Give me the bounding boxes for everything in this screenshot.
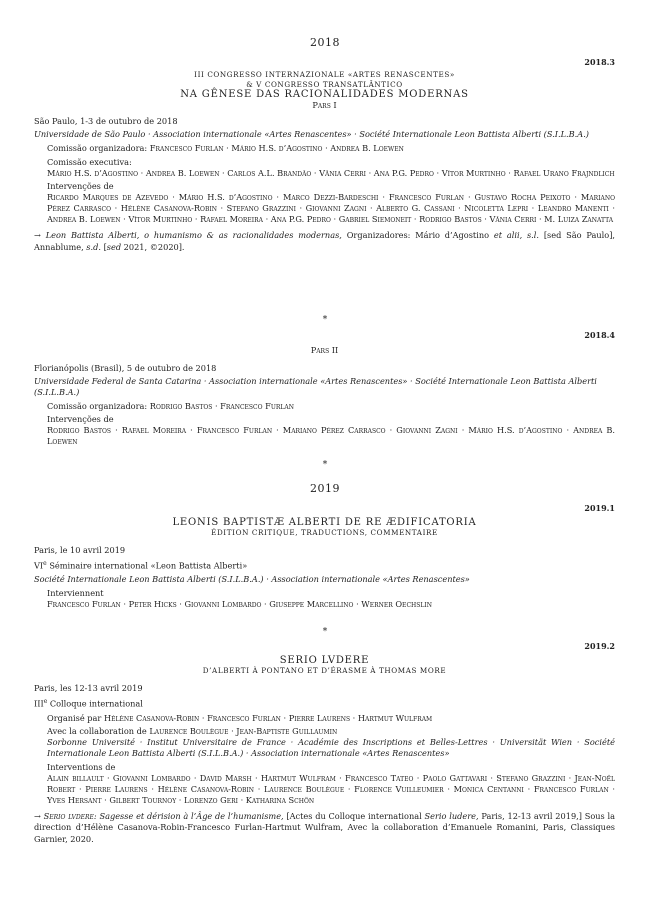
seminar-text: Séminaire international «Leon Battista Alberti»: [46, 560, 248, 571]
ref-text: et alii, s.l.: [493, 230, 540, 240]
seminar-text: e: [43, 560, 47, 567]
interventions-label: Intervenções de: [47, 181, 114, 191]
committee-label: Comissão organizadora:: [47, 143, 148, 153]
collaboration-label: Avec la collaboration de: [47, 725, 147, 736]
entry-number: 2018.3: [584, 57, 615, 67]
colloquium-text: III: [34, 698, 44, 709]
entry-subtitle: D’ALBERTI À PONTANO ET D’ÉRASME À THOMAS MORE: [202, 666, 447, 675]
entry-number: 2019.2: [584, 641, 615, 651]
organizers-label: Organisé par: [47, 712, 102, 723]
ref-text: sed: [106, 241, 122, 252]
ref-text: Paris, 12-13 avril 2019,] Sous la direction d’Hélène Casanova-Robin-Francesco Furlan-Hartmut Wulfram, Avec la collaboration d’Emanuele Romanini, Paris, Classiques Garnier, 2020.: [34, 810, 616, 844]
collaboration-names: Laurence Boulègue · Jean-Baptiste Guillaumin: [149, 725, 338, 736]
colloquium-text: e: [43, 698, 48, 705]
arrow-icon: →: [34, 230, 41, 240]
pars-label: Pars II: [310, 345, 339, 355]
interventions-names: Alain billault · Giovanni Lombardo · David Marsh · Hartmut Wulfram · Francesco Tateo · Paolo Gattavari · Stefano Grazzini · Jean-Noël Robert · Pierre Laurens · Hélène Casanova-Robin · Laurence Boulègue · Florence Vuilleumier · Monica Centanni · Francesco Furlan · Yves Hersant · Gilbert Tournoy · Lorenzo Geri · Katharina Schön: [47, 772, 615, 805]
colloquium-text: Colloque international: [47, 698, 143, 709]
interventions-label: Intervenções de: [47, 414, 114, 424]
ref-text: Serio ludere,: [424, 810, 479, 821]
interventions-names: Ricardo Marques de Azevedo · Mário H.S. d’Agostino · Marco Dezzi-Bardeschi · Francesco Furlan · Gustavo Rocha Peixoto · Mariano Pérez Carrasco · Hélène Casanova-Robin · Stefano Grazzini · Giovanni Zagni · Alberto G. Cassani · Nicoletta Lepri · Leandro Manenti · Andrea B. Loewen · Vítor Murtinho · Rafael Moreira · Ana P.G. Pedro · Gabriel Siemoneit · Rodrigo Bastos · Vânia Cerri · M. Luiza Zanatta: [47, 192, 615, 224]
entry-number: 2018.4: [584, 330, 615, 340]
separator-star: *: [322, 315, 328, 325]
ref-text: 2021, ©2020].: [123, 241, 185, 252]
seminar-line: [34, 558, 615, 572]
organizations: Universidade Federal de Santa Catarina · Association internationale «Artes Renascentes» · Société Internationale Leon Battista Alberti (S.I.L.B.A.): [34, 376, 597, 397]
interventions-names: Rodrigo Bastos · Rafael Moreira · Francesco Furlan · Mariano Pérez Carrasco · Giovanni Zagni · Mário H.S. d’Agostino · Andrea B. Loewen: [47, 425, 615, 446]
committee: [34, 401, 615, 412]
interventions-label: Interviennent: [47, 587, 104, 598]
publication-reference: [34, 230, 615, 253]
publication-reference: [34, 811, 615, 846]
year-heading-2018: 2018: [310, 36, 340, 49]
exec-committee-names: Mário H.S. d’Agostino · Andrea B. Loewen · Carlos A.L. Brandão · Vânia Cerri · Ana P.G. Pedro · Vítor Murtinho · Rafael Urano Frajndlich: [47, 168, 615, 178]
arrow-icon: →: [34, 810, 41, 821]
interventions-names: Francesco Furlan · Peter Hicks · Giovanni Lombardo · Giuseppe Marcellino · Werner Oechslin: [47, 598, 432, 609]
organizations: Société Internationale Leon Battista Alberti (S.I.L.B.A.) · Association internationale «Artes Renascentes»: [34, 573, 470, 584]
entry-title: SERIO LVDERE: [279, 655, 370, 666]
entry-number: 2019.1: [584, 503, 615, 513]
organizations: Universidade de São Paulo · Association internationale «Artes Renascentes» · Société Internationale Leon Battista Alberti (S.I.L.B.A.): [34, 129, 589, 139]
entry-2019-2: [34, 655, 615, 845]
place-date: Florianópolis (Brasil), 5 de outubro de 2018: [34, 363, 217, 373]
ref-text: [sed São Paulo], Annablume,: [34, 230, 616, 252]
ref-text: Organizadores: Mário d’Agostino: [346, 230, 490, 240]
institutions: Sorbonne Université · Institut Universitaire de France · Académie des Inscriptions et Belles-Lettres · Universität Wien · Société Internationale Leon Battista Alberti (S.I.L.B.A.) · Association internationale «Artes Renascentes»: [47, 736, 615, 758]
exec-committee-label: Comissão executiva:: [47, 157, 132, 167]
pars-label: Pars I: [312, 100, 337, 110]
entry-subtitle: & V CONGRESSO TRANSATLÂNTICO: [246, 80, 403, 89]
separator-star: *: [322, 460, 328, 470]
place-date: Paris, les 12-13 avril 2019: [34, 683, 143, 693]
ref-title: Sagesse et dérision à l’Âge de l’humanisme,: [99, 810, 284, 821]
separator-star: *: [322, 627, 328, 637]
interventions-label: Interventions de: [47, 761, 116, 772]
place-date: São Paulo, 1-3 de outubro de 2018: [34, 116, 178, 126]
entry-subtitle: III CONGRESSO INTERNAZIONALE «ARTES RENASCENTES»: [194, 70, 455, 79]
collaboration: [34, 726, 615, 737]
entry-2019-1: [34, 517, 615, 610]
organizers: [34, 713, 615, 724]
ref-text: [Actes du Colloque international: [286, 810, 422, 821]
entry-subtitle: ÉDITION CRITIQUE, TRADUCTIONS, COMMENTAIRE: [211, 528, 438, 537]
colloquium-line: [34, 696, 615, 710]
entry-title: LEONIS BAPTISTÆ ALBERTI DE RE ÆDIFICATORIA: [172, 517, 477, 528]
organizers-names: Hélène Casanova-Robin · Francesco Furlan · Pierre Laurens · Hartmut Wulfram: [103, 712, 433, 723]
ref-smallcaps: Serio lvdere:: [43, 810, 97, 821]
year-heading-2019: 2019: [310, 482, 340, 495]
committee-names: Rodrigo Bastos · Francesco Furlan: [149, 401, 294, 411]
entry-title: NA GÊNESE DAS RACIONALIDADES MODERNAS: [180, 89, 469, 100]
ref-text: s.d.: [86, 241, 101, 252]
entry-2018-3: [34, 70, 615, 253]
seminar-text: VI: [34, 560, 44, 571]
place-date: Paris, le 10 avril 2019: [34, 545, 126, 555]
committee-label: Comissão organizadora:: [47, 401, 148, 411]
entry-2018-4: [34, 345, 615, 447]
committee-names: Francesco Furlan · Mário H.S. d’Agostino · Andrea B. Loewen: [149, 143, 404, 153]
ref-text: [: [103, 241, 107, 252]
committee: [34, 143, 615, 154]
ref-title: Leon Battista Alberti, o humanismo & as racionalidades modernas,: [45, 230, 342, 240]
